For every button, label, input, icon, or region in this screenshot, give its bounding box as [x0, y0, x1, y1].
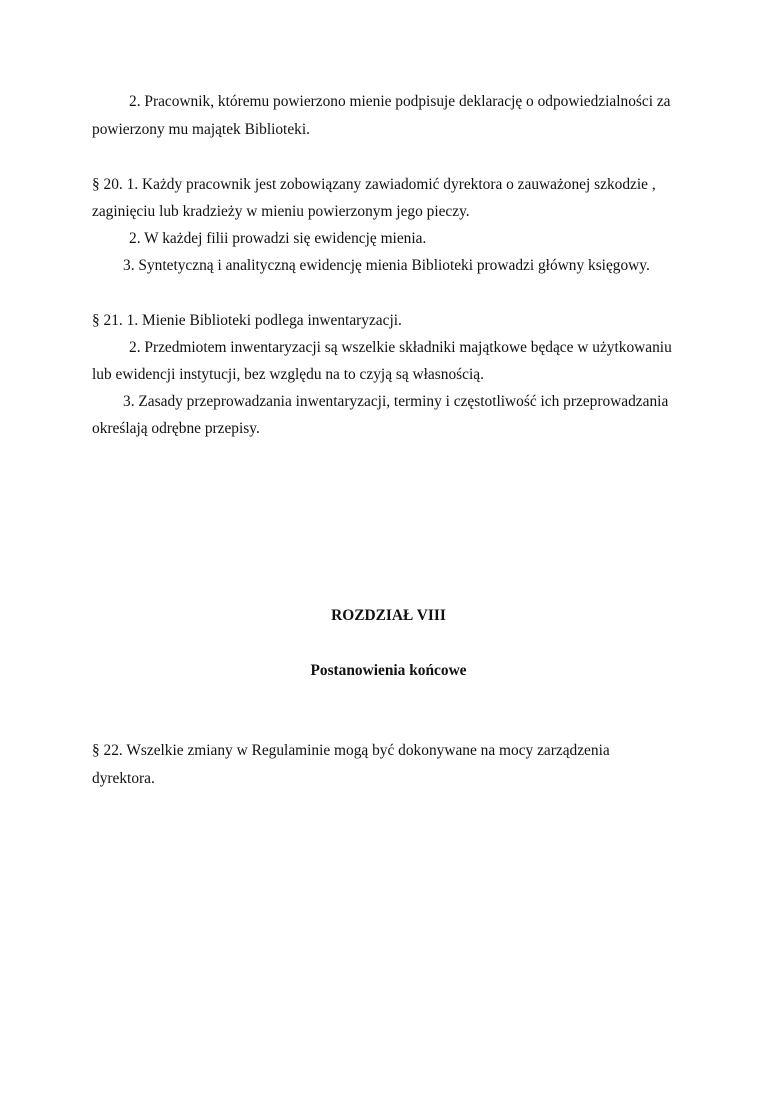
- section-21-paragraph-2-line-2: lub ewidencji instytucji, bez względu na to czyją są własnością.: [92, 366, 484, 383]
- chapter-heading: ROZDZIAŁ VIII: [331, 607, 446, 624]
- chapter-title: Postanowienia końcowe: [310, 662, 467, 679]
- section-20-paragraph-1-line-1: § 20. 1. Każdy pracownik jest zobowiązany zawiadomić dyrektora o zauważonej szkodzie ,: [92, 176, 656, 193]
- section-21-paragraph-3-line-2: określają odrębne przepisy.: [92, 420, 260, 437]
- section-22-line-1: § 22. Wszelkie zmiany w Regulaminie mogą być dokonywane na mocy zarządzenia: [92, 742, 610, 759]
- section-22-line-2: dyrektora.: [92, 770, 155, 787]
- section-19-paragraph-2-line-2: powierzony mu majątek Biblioteki.: [92, 121, 310, 138]
- section-21-paragraph-3-line-1: 3. Zasady przeprowadzania inwentaryzacji, terminy i częstotliwość ich przeprowadzania: [123, 393, 669, 410]
- section-19-paragraph-2-line-1: 2. Pracownik, któremu powierzono mienie podpisuje deklarację o odpowiedzialności za: [129, 93, 671, 110]
- section-20-paragraph-1-line-2: zaginięciu lub kradzieży w mieniu powierzonym jego pieczy.: [92, 203, 470, 220]
- section-20-paragraph-3: 3. Syntetyczną i analityczną ewidencję mienia Biblioteki prowadzi główny księgowy.: [123, 257, 650, 274]
- section-20-paragraph-2: 2. W każdej filii prowadzi się ewidencję mienia.: [129, 230, 427, 247]
- section-21-paragraph-2-line-1: 2. Przedmiotem inwentaryzacji są wszelkie składniki majątkowe będące w użytkowaniu: [129, 339, 672, 356]
- section-21-paragraph-1: § 21. 1. Mienie Biblioteki podlega inwentaryzacji.: [92, 312, 402, 329]
